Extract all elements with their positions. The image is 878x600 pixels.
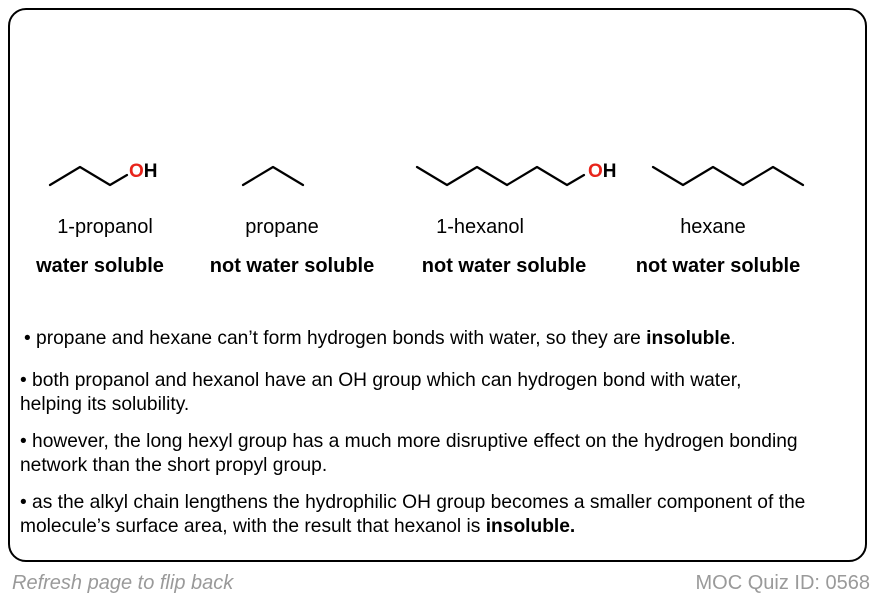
hexanol-solubility: not water soluble (421, 255, 587, 277)
hexane-name: hexane (680, 216, 746, 238)
hexane-carbon-chain (653, 167, 803, 185)
bullet-hexyl-disruption: • however, the long hexyl group has a much more disruptive effect on the hydrogen bonding network than the short propyl group. (20, 431, 798, 476)
propanol-name: 1-propanol (57, 216, 153, 238)
quiz-id: MOC Quiz ID: 0568 (695, 572, 870, 594)
propane-solubility: not water soluble (209, 255, 375, 277)
refresh-hint: Refresh page to flip back (12, 572, 234, 594)
propanol-carbon-chain (50, 167, 127, 185)
hexanol-carbon-chain (417, 167, 584, 185)
bullet-oh-group: • both propanol and hexanol have an OH group which can hydrogen bond with water, helping its solubility. (20, 370, 742, 415)
propane-carbon-chain (243, 167, 303, 185)
propane-name: propane (245, 216, 319, 238)
bullet-no-hydrogen-bonds: • propane and hexane can’t form hydrogen bonds with water, so they are insoluble. (24, 328, 736, 349)
hexanol-name: 1-hexanol (436, 216, 524, 238)
propanol-solubility: water soluble (36, 255, 164, 277)
propanol-oh-group: OH (129, 161, 158, 182)
hexanol-oh-group: OH (588, 161, 617, 182)
bullet-chain-length: • as the alkyl chain lengthens the hydrophilic OH group becomes a smaller component of the molecule’s surface area, with the result that hexanol is insoluble. (20, 492, 806, 537)
hexane-solubility: not water soluble (635, 255, 801, 277)
